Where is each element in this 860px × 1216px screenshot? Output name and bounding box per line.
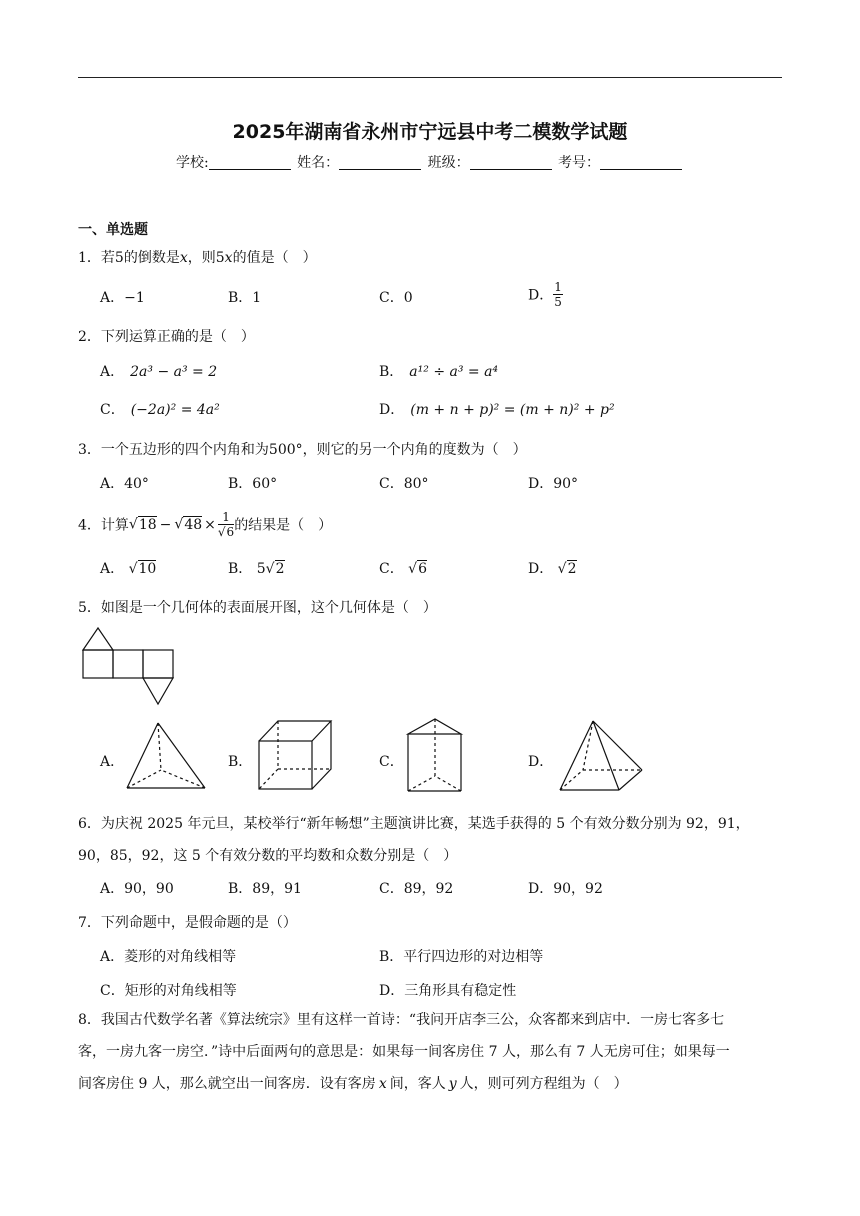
q8-text-a: 间客房住 9 人，那么就空出一间客房．设有客房 bbox=[78, 1076, 376, 1092]
q3-option-a[interactable]: A．40° bbox=[100, 476, 149, 492]
name-blank[interactable] bbox=[339, 155, 421, 170]
q7-text: 下列命题中，是假命题的是（） bbox=[100, 915, 297, 931]
option-expression: (m + n + p)² = (m + n)² + p² bbox=[410, 402, 615, 418]
q5-text: 如图是一个几何体的表面展开图，这个几何体是（ ） bbox=[100, 600, 437, 616]
question-1 bbox=[78, 247, 317, 267]
coefficient: 5 bbox=[256, 561, 266, 577]
q8-line-3 bbox=[78, 1068, 784, 1100]
option-label: A． bbox=[100, 561, 125, 577]
q3-text: 一个五边形的四个内角和为500°，则它的另一个内角的度数为（ ） bbox=[100, 442, 527, 458]
option-label: C． bbox=[379, 561, 404, 577]
class-label: 班级： bbox=[427, 155, 470, 171]
question-7 bbox=[78, 912, 297, 932]
net-diagram bbox=[80, 624, 180, 708]
question-number: 8． bbox=[78, 1012, 101, 1028]
school-label: 学校: bbox=[175, 155, 209, 171]
fraction-numerator: 1 bbox=[554, 280, 562, 294]
q7-option-d[interactable]: D．三角形具有稳定性 bbox=[379, 983, 517, 999]
q3-option-b[interactable]: B．60° bbox=[228, 476, 278, 492]
q1-option-a[interactable]: A．−1 bbox=[100, 290, 145, 306]
option-label: B． bbox=[228, 561, 253, 577]
sqrt-expression: √18 bbox=[128, 516, 157, 533]
q8-var-x: x bbox=[378, 1076, 387, 1092]
q1-option-d[interactable] bbox=[528, 280, 563, 309]
q6-option-d[interactable]: D．90，92 bbox=[528, 881, 603, 897]
q7-option-b[interactable]: B．平行四边形的对边相等 bbox=[379, 949, 544, 965]
q1-option-d-label: D． bbox=[528, 287, 554, 304]
q7-option-c[interactable]: C．矩形的对角线相等 bbox=[100, 983, 237, 999]
q8-text-c: 人，则可列方程组为（ ） bbox=[459, 1076, 628, 1092]
q1-text-c: 的值是（ ） bbox=[232, 250, 317, 266]
q3-option-c[interactable]: C．80° bbox=[379, 476, 429, 492]
radicand: 2 bbox=[567, 561, 577, 577]
q2-text: 下列运算正确的是（ ） bbox=[100, 329, 255, 345]
q2-option-a[interactable] bbox=[100, 361, 217, 381]
times-sign: × bbox=[204, 516, 216, 533]
page-title: 2025年湖南省永州市宁远县中考二模数学试题 bbox=[232, 121, 628, 143]
name-label: 姓名： bbox=[297, 155, 340, 171]
net-top-triangle bbox=[83, 628, 113, 650]
option-expression: 2a³ − a³ = 2 bbox=[130, 364, 218, 380]
sqrt-expression: √48 bbox=[174, 516, 203, 533]
q5-option-d[interactable]: D． bbox=[528, 754, 554, 770]
net-square-2 bbox=[113, 650, 143, 678]
q1-text-a: 若5的倒数是 bbox=[100, 250, 180, 266]
q2-option-b[interactable] bbox=[379, 361, 498, 381]
radicand: 48 bbox=[184, 516, 203, 533]
class-blank[interactable] bbox=[470, 155, 552, 170]
fraction-denominator: √6 bbox=[217, 525, 235, 539]
question-number: 3． bbox=[78, 442, 101, 458]
fraction-numerator: 1 bbox=[218, 510, 234, 525]
radicand: 18 bbox=[138, 516, 157, 533]
q1-var-x2: x bbox=[224, 250, 233, 266]
q4-option-a[interactable]: A． √10 bbox=[100, 561, 157, 577]
header-rule bbox=[78, 77, 782, 78]
q5-option-b[interactable]: B． bbox=[228, 754, 253, 770]
question-2 bbox=[78, 326, 255, 346]
q5-option-a[interactable]: A． bbox=[100, 754, 125, 770]
q8-line-1 bbox=[78, 1004, 784, 1036]
net-square-1 bbox=[83, 650, 113, 678]
q2-option-d[interactable] bbox=[379, 399, 615, 419]
question-number: 2． bbox=[78, 329, 101, 345]
option-expression: a¹² ÷ a³ = a⁴ bbox=[409, 364, 499, 380]
q6-text-line-1: 为庆祝 2025 年元旦，某校举行“新年畅想”主题演讲比赛，某选手获得的 5 个有效分数分别为 92，91， bbox=[100, 816, 750, 832]
option-label: C． bbox=[100, 402, 125, 418]
square-pyramid-figure[interactable] bbox=[557, 718, 645, 794]
q8-text-b: 间，客人 bbox=[389, 1076, 446, 1092]
minus-sign: − bbox=[159, 516, 172, 533]
net-square-3 bbox=[143, 650, 173, 678]
net-bottom-triangle bbox=[143, 678, 173, 704]
question-number: 1． bbox=[78, 250, 101, 266]
q6-text-line-2: 90，85，92，这 5 个有效分数的平均数和众数分别是（ ） bbox=[78, 848, 458, 864]
question-number: 7． bbox=[78, 915, 101, 931]
question-8 bbox=[78, 1004, 784, 1100]
q6-option-a[interactable]: A．90，90 bbox=[100, 881, 174, 897]
q1-var-x: x bbox=[179, 250, 188, 266]
student-info-line bbox=[0, 152, 860, 172]
q4-fraction bbox=[218, 510, 234, 539]
question-4 bbox=[78, 510, 332, 539]
q8-var-y: y bbox=[448, 1076, 457, 1092]
question-3 bbox=[78, 439, 527, 459]
option-expression: (−2a)² = 4a² bbox=[130, 402, 220, 418]
option-label: A． bbox=[100, 364, 125, 380]
radicand: 6 bbox=[418, 561, 428, 577]
q7-option-a[interactable]: A．菱形的对角线相等 bbox=[100, 949, 237, 965]
question-number: 5． bbox=[78, 600, 101, 616]
section-title: 一、单选题 bbox=[78, 222, 148, 238]
exam-number-blank[interactable] bbox=[600, 155, 682, 170]
q3-option-d[interactable]: D．90° bbox=[528, 476, 579, 492]
question-number: 4． bbox=[78, 517, 101, 534]
question-5 bbox=[78, 597, 437, 617]
question-number: 6． bbox=[78, 816, 101, 832]
q1-option-d-fraction bbox=[553, 280, 563, 309]
exam-number-label: 考号： bbox=[558, 155, 601, 171]
q6-option-c[interactable]: C．89，92 bbox=[379, 881, 454, 897]
q8-text-line-1: 我国古代数学名著《算法统宗》里有这样一首诗：“我问开店李三公，众客都来到店中．一房七客多七 bbox=[100, 1012, 725, 1028]
q4-prefix: 计算 bbox=[100, 517, 129, 534]
q6-line-1 bbox=[78, 808, 784, 840]
school-blank[interactable] bbox=[209, 155, 291, 170]
triangular-prism-figure[interactable] bbox=[405, 716, 465, 794]
q8-text-line-2: 客，一房九客一房空．”诗中后面两句的意思是：如果每一间客房住 7 人，那么有 7 人无房可住；如果每一 bbox=[78, 1044, 730, 1060]
option-label: D． bbox=[379, 402, 405, 418]
q1-text-b: ，则5 bbox=[187, 250, 225, 266]
q4-option-b[interactable]: B． 5√2 bbox=[228, 561, 285, 577]
radicand: 2 bbox=[275, 561, 285, 577]
q4-option-d[interactable]: D． √2 bbox=[528, 561, 577, 577]
fraction-denominator: 5 bbox=[554, 295, 562, 309]
triangular-pyramid-figure[interactable] bbox=[124, 720, 208, 792]
cube-figure[interactable] bbox=[256, 718, 334, 792]
q5-option-c[interactable]: C． bbox=[379, 754, 404, 770]
radicand: 10 bbox=[138, 561, 157, 577]
q6-option-b[interactable]: B．89，91 bbox=[228, 881, 302, 897]
radicand: 6 bbox=[226, 525, 235, 539]
option-label: B． bbox=[379, 364, 404, 380]
q4-option-c[interactable]: C． √6 bbox=[379, 561, 428, 577]
q1-option-c[interactable]: C．0 bbox=[379, 290, 413, 306]
question-6 bbox=[78, 808, 784, 872]
q2-option-c[interactable] bbox=[100, 399, 220, 419]
q4-suffix: 的结果是（ ） bbox=[234, 517, 333, 534]
option-label: D． bbox=[528, 561, 554, 577]
q1-option-b[interactable]: B．1 bbox=[228, 290, 262, 306]
